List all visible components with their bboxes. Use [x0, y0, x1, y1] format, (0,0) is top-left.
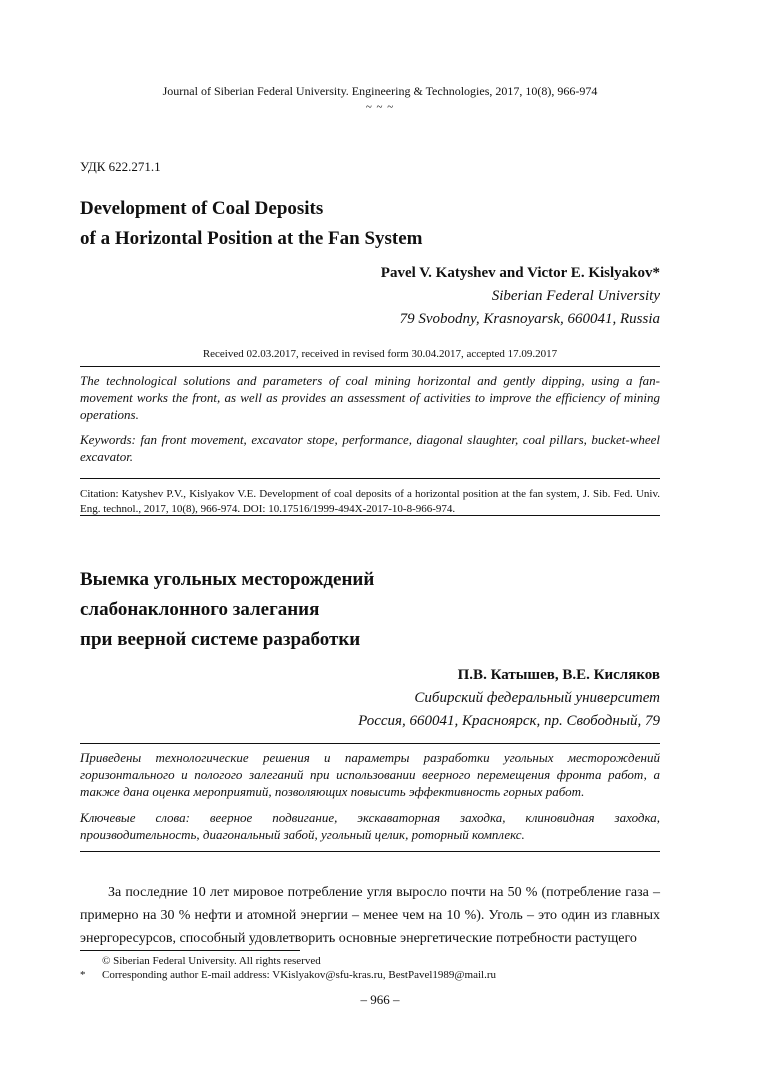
corresponding-text: Corresponding author E-mail address: VKislyakov@sfu-kras.ru, BestPavel1989@mail.ru — [102, 969, 496, 981]
ru-affiliation-line-1: Сибирский федеральный университет — [414, 690, 660, 706]
footnote-mark: * — [80, 969, 86, 981]
en-title-line-2: of a Horizontal Position at the Fan System — [80, 228, 423, 249]
divider — [80, 478, 660, 479]
ru-title-line-1: Выемка угольных месторождений — [80, 569, 375, 590]
divider — [80, 515, 660, 516]
footnote-corresponding — [80, 969, 496, 981]
ru-authors: П.В. Катышев, В.Е. Кисляков — [457, 667, 660, 683]
en-title — [80, 194, 423, 254]
divider — [80, 366, 660, 367]
en-affiliation-line-2: 79 Svobodny, Krasnoyarsk, 660041, Russia — [399, 311, 660, 327]
en-title-line-1: Development of Coal Deposits — [80, 198, 324, 219]
journal-header: Journal of Siberian Federal University. Engineering & Technologies, 2017, 10(8), 966-974 — [162, 84, 598, 98]
ru-title-line-2: слабонаклонного залегания — [80, 599, 320, 620]
en-keywords: Keywords: fan front movement, excavator stope, performance, diagonal slaughter, coal pillars, bucket-wheel excavator. — [80, 432, 660, 464]
body-text: За последние 10 лет мировое потребление угля выросло почти на 50 % (потребление газа – примерно на 30 % нефти и атомной энергии – менее чем на 10 %). Уголь – это один из главных энергоресурсов, способный удовлетворить основные энергетические потребности растущего — [80, 885, 660, 946]
en-authors: Pavel V. Katyshev and Victor E. Kislyakov* — [380, 265, 660, 281]
received-dates: Received 02.03.2017, received in revised form 30.04.2017, accepted 17.09.2017 — [202, 348, 558, 360]
divider — [80, 851, 660, 852]
copyright-text: © Siberian Federal University. All rights reserved — [102, 955, 321, 967]
en-affiliation-line-1: Siberian Federal University — [491, 288, 660, 304]
ru-abstract: Приведены технологические решения и параметры разработки угольных месторождений горизонтального и пологого залеганий при использовании веерного перемещения фронта работ, а также дана оценка мероприятий, позволяющих повысить эффективность горных работ. — [80, 750, 660, 799]
ru-affiliation-line-2: Россия, 660041, Красноярск, пр. Свободный, 79 — [358, 713, 660, 729]
udk-code: УДК 622.271.1 — [80, 159, 161, 174]
footnote-copyright — [80, 955, 321, 967]
ru-title — [80, 565, 374, 655]
ru-title-line-3: при веерной системе разработки — [80, 629, 361, 650]
en-abstract: The technological solutions and parameters of coal mining horizontal and gently dipping, using a fan-movement works the front, as well as provides an assessment of activities to improve the efficiency of mining operations. — [80, 373, 660, 422]
body-paragraph — [80, 881, 660, 950]
divider — [80, 743, 660, 744]
ru-keywords: Ключевые слова: веерное подвигание, экскаваторная заходка, клиновидная заходка, производительность, диагональный забой, угольный целик, роторный комплекс. — [80, 810, 660, 842]
citation: Citation: Katyshev P.V., Kislyakov V.E. Development of coal deposits of a horizontal position at the fan system, J. Sib. Fed. Univ. Eng. technol., 2017, 10(8), 966-974. DOI: 10.17516/1999-494X-2017-10-8-966-974. — [80, 488, 660, 515]
header-separator: ~ ~ ~ — [365, 101, 395, 113]
page-number: – 966 – — [360, 992, 400, 1007]
footnote-divider — [80, 950, 300, 951]
